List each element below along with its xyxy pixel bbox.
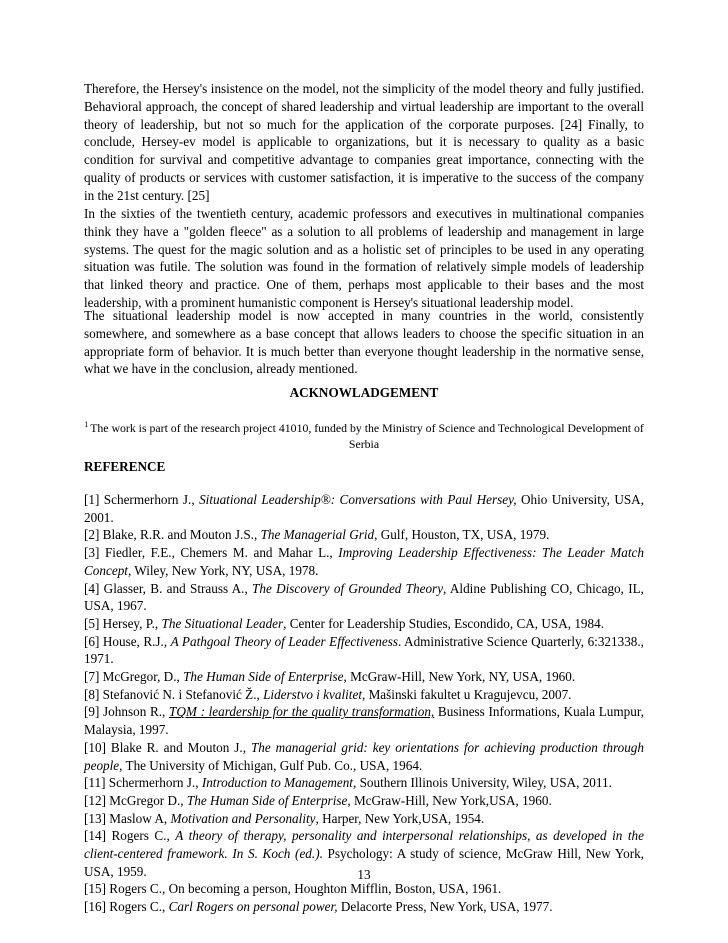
reference-item: [5] Hersey, P., The Situational Leader, Center for Leadership Studies, Escondido, CA, USA, 1984. xyxy=(84,615,605,631)
reference-item: [11] Schermerhorn J., Introduction to Management, Southern Illinois University, Wiley, USA, 2011. xyxy=(84,775,612,791)
body-paragraph-1: Therefore, the Hersey's insistence on the model, not the simplicity of the model theory and fully justified. Behavioral approach, the concept of shared leadership and virtual leadership are important to the overall theory of leadership, but not so much for the application of the corporate purposes. [24] Finally, to conclude, Hersey-ev model is applicable to organizations, but it is necessary to quality as a basic condition for survival and competitive advantage to companies great importance, connecting with the quality of products or services with customer satisfaction, it is imperative to the success of the company in the 21st century. [25] xyxy=(84,81,644,203)
reference-item: [12] McGregor D., The Human Side of Enterprise, McGraw-Hill, New York,USA, 1960. xyxy=(84,792,552,808)
reference-item: [14] Rogers C., A theory of therapy, personality and interpersonal relationships, as developed in the client-centered framework. In S. Koch (ed.). Psychology: A study of science, McGraw Hill, New York, USA, 1959. xyxy=(84,828,644,879)
reference-item: [9] Johnson R., TQM : leardership for the quality transformation, Business Informations, Kuala Lumpur, Malaysia, 1997. xyxy=(84,704,645,738)
references-heading: REFERENCE xyxy=(84,459,166,474)
acknowledgement-body: The work is part of the research project 41010, funded by the Ministry of Science and Technological Development of Serbia xyxy=(90,421,644,451)
reference-item: [10] Blake R. and Mouton J., The managerial grid: key orientations for achieving production through people, The University of Michigan, Gulf Pub. Co., USA, 1964. xyxy=(84,739,644,773)
footnote-marker: 1 xyxy=(84,420,89,429)
reference-item: [4] Glasser, B. and Strauss A., The Discovery of Grounded Theory, Aldine Publishing CO, Chicago, IL, USA, 1967. xyxy=(84,580,644,614)
reference-list xyxy=(84,491,644,916)
reference-item: [3] Fiedler, F.E., Chemers M. and Mahar L., Improving Leadership Effectiveness: The Leader Match Concept, Wiley, New York, NY, USA, 1978. xyxy=(84,545,644,578)
reference-item: [2] Blake, R.R. and Mouton J.S., The Managerial Grid, Gulf, Houston, TX, USA, 1979. xyxy=(84,527,550,543)
reference-item: [6] House, R.J., A Pathgoal Theory of Leader Effectiveness. Administrative Science Quarterly, 6:321338., 1971. xyxy=(84,633,644,667)
body-paragraph-2: In the sixties of the twentieth century, academic professors and executives in multinational companies think they have a "golden fleece" as a solution to all problems of leadership and management in large systems. The quest for the magic solution and as a holistic set of principles to be used in any operating situation was futile. The solution was found in the formation of relatively simple models of leadership that linked theory and practice. One of them, perhaps most applicable to their bases and the most leadership, with a prominent humanistic component is Hersey's situational leadership model. xyxy=(84,206,644,310)
reference-item: [16] Rogers C., Carl Rogers on personal power, Delacorte Press, New York, USA, 1977. xyxy=(84,899,553,915)
body-paragraph-3: The situational leadership model is now accepted in many countries in the world, consistently somewhere, and somewhere as a base concept that allows leaders to choose the specific situation in an appropriate form of behavior. It is much better than everyone thought leadership in the normative sense, what we have in the conclusion, already mentioned. xyxy=(84,308,644,377)
reference-item: [1] Schermerhorn J., Situational Leadership®: Conversations with Paul Hersey, Ohio University, USA, 2001. xyxy=(84,492,644,525)
reference-item: [15] Rogers C., On becoming a person, Houghton Mifflin, Boston, USA, 1961. xyxy=(84,881,502,897)
reference-item: [8] Stefanović N. i Stefanović Ž., Liderstvo i kvalitet, Mašinski fakultet u Kragujevcu, 2007. xyxy=(84,686,572,702)
reference-item: [7] McGregor, D., The Human Side of Enterprise, McGraw-Hill, New York, NY, USA, 1960. xyxy=(84,669,576,685)
acknowledgement-text xyxy=(84,417,644,452)
acknowledgement-heading: ACKNOWLADGEMENT xyxy=(289,385,439,400)
page-number: 13 xyxy=(357,867,371,882)
reference-item: [13] Maslow A, Motivation and Personality, Harper, New York,USA, 1954. xyxy=(84,810,485,826)
